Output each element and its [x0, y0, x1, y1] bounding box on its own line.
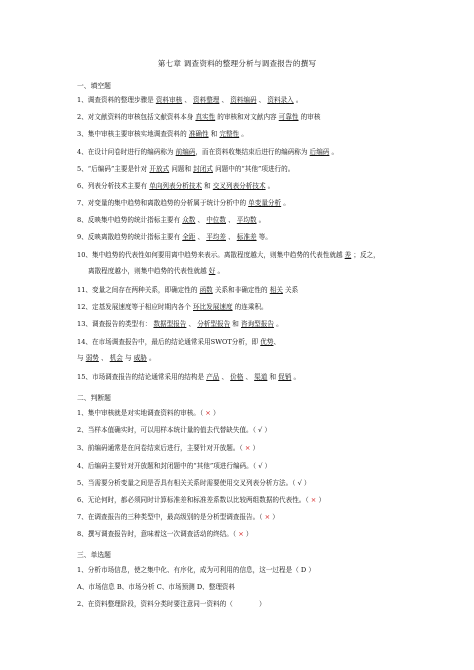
single-item: 2、在资料整理阶段，资料分类时要注意同一资料的（ ）: [77, 600, 266, 608]
judge-item: 1、集中审核就是对实地调查资料的审核。（ × ）: [77, 409, 220, 417]
fill-item-3: 3、集中审核主要审核实地调查资料的 准确性 和 完整性 。: [77, 130, 248, 138]
fill-item-5: 5、“后编码”主要是针对 开放式 问题和 封闭式 问题中的“其他”项进行的。: [77, 165, 295, 173]
judge-item: 8、撰写调查报告时，意味着这一次调查活动的终结。（ × ）: [77, 530, 253, 538]
fill-item-15: 15、市场调查报告的结论通常采用的结构是 产品 、 价格 、 渠道 和 促销 。: [77, 373, 301, 381]
fill-item-4: 4、在设计问卷时进行的编码称为 前编码，而在资料收集结束后进行的编码称为 后编码 。: [77, 148, 339, 156]
section-heading: 一、填空题: [77, 82, 111, 90]
fill-item-12: 12、定基发展速度等于相应时期内各个 环比发展速度 的连乘积。: [77, 303, 268, 311]
fill-item-11: 11、变量之间存在两种关系，即确定性的 函数 关系和非确定性的 相关 关系: [77, 286, 299, 294]
section-heading: 三、单选题: [77, 551, 111, 559]
judge-item: 5、当需要分析变量之间是否具有相关关系时需要使用交叉列表分析方法。（ √ ）: [77, 479, 311, 487]
fill-item-6: 6、列表分析技术主要有 单向列表分析技术 和 交叉列表分析技术 。: [77, 182, 275, 190]
fill-item-13: 13、调查报告的类型有： 数据型报告 、 分析型报告 和 咨询型报告 。: [77, 320, 283, 328]
fill-item-9: 9、反映离散趋势的统计指标主要有 全距 、 平均差 、 标准差 等。: [77, 233, 272, 241]
fill-item-1: 1、调查资料的整理步骤是 资料审核 、 资料整理 、 资料编码 、 资料录入 。: [77, 96, 303, 104]
chapter-title: 第七章 调查资料的整理分析与调查报告的撰写: [157, 59, 317, 68]
fill-item-10-cont: 离散程度越小，则集中趋势的代表性就越 好 。: [88, 267, 225, 275]
judge-item: 4、后编码主要针对开放题和封闭题中的“其他”项进行编码。（ √ ）: [77, 462, 272, 470]
single-item: 1、分析市场信息，使之集中化、有序化，成为可利用的信息，这一过程是（ D ）: [77, 566, 315, 574]
fill-item-2: 2、对文献资料的审核包括文献资料本身 真实性 的审核和对文献内容 可靠性 的审核: [77, 113, 321, 121]
section-heading: 二、判断题: [77, 394, 111, 402]
judge-item: 6、无论何时，都必须同时计算标准差和标准差系数以比较两组数据的代表性。（ × ）: [77, 496, 326, 504]
fill-item-10: 10、集中趋势的代表性如何要用离中趋势来表示。离散程度越大，则集中趋势的代表性就越 差 ；反之，: [77, 251, 380, 259]
judge-item: 7、在调查报告的三种类型中，最高级别的是分析型调查报告。（ × ）: [77, 513, 279, 521]
fill-item-14-cont: 与 弱势 、 机会 与 威胁 。: [77, 354, 156, 362]
fill-item-7: 7、对变量的集中趋势和离散趋势的分析属于统计分析中的 单变量分析 。: [77, 199, 290, 207]
fill-item-8: 8、反映集中趋势的统计指标主要有 众数 、 中位数 、 平均数 。: [77, 216, 266, 224]
single-options: A、市场信息 B、市场分析 C、市场预测 D、整理资料: [77, 583, 236, 591]
fill-item-14: 14、在市场调查报告中，最后的结论通常采用SWOT分析，即 优势、: [77, 338, 281, 346]
judge-item: 2、当样本值确实时，可以用样本统计量的值去代替缺失值。（ √ ）: [77, 426, 271, 434]
judge-item: 3、前编码通常是在问卷结束后进行，主要针对开放题。（ × ）: [77, 444, 260, 452]
